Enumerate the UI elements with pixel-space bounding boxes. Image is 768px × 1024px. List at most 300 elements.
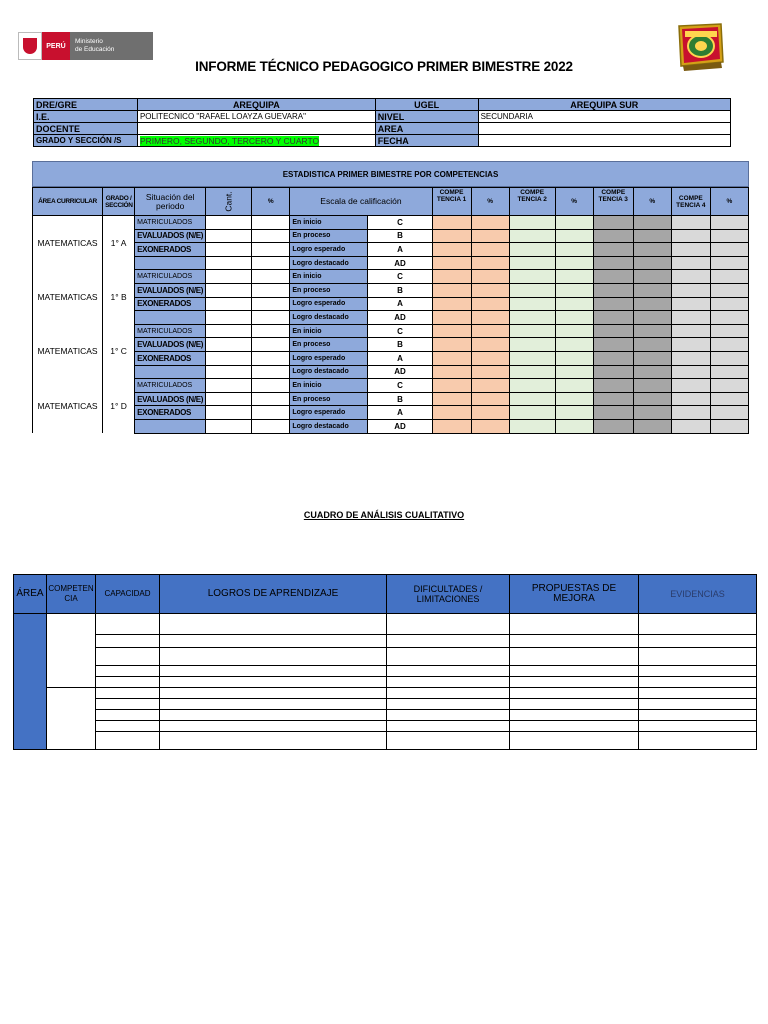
qual-logros-cell[interactable]	[160, 666, 387, 677]
qual-dificultades-cell[interactable]	[387, 732, 510, 750]
competencia-1-value-cell[interactable]	[432, 243, 471, 257]
competencia-4-value-cell[interactable]	[671, 379, 710, 393]
header-comp2: COMPE TENCIA 2	[509, 188, 555, 216]
competencia-3-pct-cell[interactable]	[633, 270, 671, 284]
situacion-cell	[135, 256, 206, 270]
competencia-3-value-cell[interactable]	[593, 270, 633, 284]
competencia-4-pct-cell[interactable]	[710, 365, 748, 379]
qual-capacidad-cell[interactable]	[96, 635, 160, 648]
stats-row	[33, 297, 749, 311]
competencia-2-value-cell[interactable]	[509, 311, 555, 325]
qual-evidencias-cell[interactable]	[639, 710, 757, 721]
cant-cell[interactable]	[206, 419, 252, 433]
competencia-2-value-cell[interactable]	[509, 392, 555, 406]
competencia-1-pct-cell[interactable]	[471, 256, 509, 270]
qual-capacidad-cell[interactable]	[96, 614, 160, 635]
competencia-2-pct-cell[interactable]	[555, 324, 593, 338]
competencia-2-pct-cell[interactable]	[555, 311, 593, 325]
competencia-3-value-cell[interactable]	[593, 406, 633, 420]
competencia-3-pct-cell[interactable]	[633, 351, 671, 365]
cant-cell[interactable]	[206, 270, 252, 284]
qual-evidencias-cell[interactable]	[639, 677, 757, 688]
competencia-4-value-cell[interactable]	[671, 283, 710, 297]
competencia-4-pct-cell[interactable]	[710, 324, 748, 338]
stats-row	[33, 392, 749, 406]
pct-cell[interactable]	[252, 338, 290, 352]
competencia-2-value-cell[interactable]	[509, 324, 555, 338]
competencia-4-value-cell[interactable]	[671, 311, 710, 325]
competencia-1-pct-cell[interactable]	[471, 365, 509, 379]
pct-cell[interactable]	[252, 365, 290, 379]
stats-row	[33, 216, 749, 230]
competencia-2-pct-cell[interactable]	[555, 216, 593, 230]
competencia-2-value-cell[interactable]	[509, 297, 555, 311]
competencia-2-pct-cell[interactable]	[555, 365, 593, 379]
competencia-3-value-cell[interactable]	[593, 419, 633, 433]
escala-grade: C	[368, 324, 432, 338]
qual-competencia-cell[interactable]	[47, 614, 96, 688]
qual-capacidad-cell[interactable]	[96, 666, 160, 677]
competencia-3-value-cell[interactable]	[593, 243, 633, 257]
qual-logros-cell[interactable]	[160, 677, 387, 688]
competencia-4-value-cell[interactable]	[671, 297, 710, 311]
escala-label: En proceso	[290, 229, 368, 243]
competencia-2-pct-cell[interactable]	[555, 270, 593, 284]
header-comp4: COMPE TENCIA 4	[671, 188, 710, 216]
competencia-1-pct-cell[interactable]	[471, 270, 509, 284]
situacion-cell: EXONERADOS	[135, 406, 206, 420]
qual-dificultades-cell[interactable]	[387, 721, 510, 732]
competencia-1-value-cell[interactable]	[432, 351, 471, 365]
docente-value[interactable]	[137, 123, 375, 135]
escala-grade: AD	[368, 256, 432, 270]
competencia-2-pct-cell[interactable]	[555, 392, 593, 406]
competencia-4-value-cell[interactable]	[671, 256, 710, 270]
escala-label: Logro destacado	[290, 365, 368, 379]
competencia-3-pct-cell[interactable]	[633, 338, 671, 352]
escala-label: En proceso	[290, 392, 368, 406]
competencia-2-pct-cell[interactable]	[555, 297, 593, 311]
competencia-1-pct-cell[interactable]	[471, 392, 509, 406]
competencia-4-pct-cell[interactable]	[710, 392, 748, 406]
competencia-2-pct-cell[interactable]	[555, 351, 593, 365]
document-title: INFORME TÉCNICO PEDAGOGICO PRIMER BIMESTRE 2022	[195, 59, 573, 74]
competencia-4-pct-cell[interactable]	[710, 297, 748, 311]
qualitative-row	[14, 710, 757, 721]
header-comp2-pct: %	[555, 188, 593, 216]
competencia-2-pct-cell[interactable]	[555, 283, 593, 297]
qual-evidencias-cell[interactable]	[639, 614, 757, 635]
competencia-1-pct-cell[interactable]	[471, 379, 509, 393]
competencia-2-pct-cell[interactable]	[555, 229, 593, 243]
ugel-value: AREQUIPA SUR	[478, 99, 730, 111]
cant-cell[interactable]	[206, 229, 252, 243]
cant-cell[interactable]	[206, 338, 252, 352]
cant-cell[interactable]	[206, 351, 252, 365]
competencia-1-value-cell[interactable]	[432, 229, 471, 243]
stats-row	[33, 229, 749, 243]
escala-grade: AD	[368, 311, 432, 325]
stats-row	[33, 256, 749, 270]
qual-evidencias-cell[interactable]	[639, 721, 757, 732]
competencia-4-pct-cell[interactable]	[710, 379, 748, 393]
qual-logros-cell[interactable]	[160, 688, 387, 699]
competencia-1-pct-cell[interactable]	[471, 297, 509, 311]
qual-propuestas-cell[interactable]	[510, 677, 639, 688]
qual-propuestas-cell[interactable]	[510, 710, 639, 721]
escala-grade: B	[368, 229, 432, 243]
competencia-1-pct-cell[interactable]	[471, 229, 509, 243]
competencia-1-value-cell[interactable]	[432, 392, 471, 406]
competencia-4-value-cell[interactable]	[671, 406, 710, 420]
qual-logros-cell[interactable]	[160, 614, 387, 635]
competencia-4-pct-cell[interactable]	[710, 351, 748, 365]
qual-dificultades-cell[interactable]	[387, 677, 510, 688]
stats-row	[33, 324, 749, 338]
escala-label: Logro destacado	[290, 256, 368, 270]
coat-of-arms-icon	[18, 32, 42, 60]
competencia-1-value-cell[interactable]	[432, 311, 471, 325]
competencia-2-value-cell[interactable]	[509, 379, 555, 393]
qual-evidencias-cell[interactable]	[639, 732, 757, 750]
competencia-2-pct-cell[interactable]	[555, 406, 593, 420]
competencia-3-pct-cell[interactable]	[633, 243, 671, 257]
situacion-cell: MATRICULADOS	[135, 324, 206, 338]
header-comp4-pct: %	[710, 188, 748, 216]
competencia-3-value-cell[interactable]	[593, 311, 633, 325]
competencia-4-value-cell[interactable]	[671, 419, 710, 433]
cant-cell[interactable]	[206, 365, 252, 379]
competencia-3-pct-cell[interactable]	[633, 365, 671, 379]
docente-label: DOCENTE	[34, 123, 138, 135]
qual-dificultades-cell[interactable]	[387, 688, 510, 699]
competencia-4-pct-cell[interactable]	[710, 406, 748, 420]
competencia-2-value-cell[interactable]	[509, 365, 555, 379]
fecha-label: FECHA	[375, 135, 478, 147]
qual-evidencias-cell[interactable]	[639, 648, 757, 666]
competencia-1-value-cell[interactable]	[432, 379, 471, 393]
pct-cell[interactable]	[252, 351, 290, 365]
competencia-4-pct-cell[interactable]	[710, 216, 748, 230]
competencia-4-value-cell[interactable]	[671, 216, 710, 230]
cant-cell[interactable]	[206, 297, 252, 311]
competencia-3-value-cell[interactable]	[593, 256, 633, 270]
competencia-3-pct-cell[interactable]	[633, 256, 671, 270]
competencia-1-value-cell[interactable]	[432, 270, 471, 284]
qual-capacidad-cell[interactable]	[96, 677, 160, 688]
ministry-logo-country: PERÚ	[42, 32, 70, 60]
ie-value[interactable]: POLITECNICO "RAFAEL LOAYZA GUEVARA"	[137, 111, 375, 123]
competencia-3-value-cell[interactable]	[593, 216, 633, 230]
qual-logros-cell[interactable]	[160, 635, 387, 648]
situacion-cell: MATRICULADOS	[135, 270, 206, 284]
competencia-2-value-cell[interactable]	[509, 216, 555, 230]
escala-grade: AD	[368, 419, 432, 433]
qual-capacidad-cell[interactable]	[96, 721, 160, 732]
qualitative-row	[14, 699, 757, 710]
competencia-1-value-cell[interactable]	[432, 365, 471, 379]
competencia-4-value-cell[interactable]	[671, 351, 710, 365]
area-cell: MATEMATICAS	[33, 270, 103, 324]
qual-evidencias-cell[interactable]	[639, 688, 757, 699]
competencia-3-pct-cell[interactable]	[633, 229, 671, 243]
escala-grade: C	[368, 216, 432, 230]
competencia-2-value-cell[interactable]	[509, 256, 555, 270]
competencia-3-value-cell[interactable]	[593, 338, 633, 352]
competencia-4-pct-cell[interactable]	[710, 311, 748, 325]
qual-propuestas-cell[interactable]	[510, 614, 639, 635]
competencia-2-value-cell[interactable]	[509, 419, 555, 433]
grado-cell: 1° C	[103, 324, 135, 378]
header-comp3-pct: %	[633, 188, 671, 216]
pct-cell[interactable]	[252, 379, 290, 393]
competencia-3-pct-cell[interactable]	[633, 297, 671, 311]
qualitative-analysis-table	[13, 574, 757, 750]
stats-row	[33, 419, 749, 433]
header-comp3: COMPE TENCIA 3	[593, 188, 633, 216]
competencia-3-value-cell[interactable]	[593, 297, 633, 311]
competencia-2-pct-cell[interactable]	[555, 419, 593, 433]
pct-cell[interactable]	[252, 256, 290, 270]
competencia-4-value-cell[interactable]	[671, 392, 710, 406]
situacion-cell	[135, 311, 206, 325]
pct-cell[interactable]	[252, 270, 290, 284]
area-value[interactable]	[478, 123, 730, 135]
competencia-1-pct-cell[interactable]	[471, 419, 509, 433]
competencia-3-pct-cell[interactable]	[633, 216, 671, 230]
stats-row	[33, 379, 749, 393]
pct-cell[interactable]	[252, 243, 290, 257]
competencia-1-pct-cell[interactable]	[471, 243, 509, 257]
competencia-3-pct-cell[interactable]	[633, 311, 671, 325]
competencia-2-value-cell[interactable]	[509, 283, 555, 297]
qual-dificultades-cell[interactable]	[387, 710, 510, 721]
fecha-value[interactable]	[478, 135, 730, 147]
competencia-3-pct-cell[interactable]	[633, 379, 671, 393]
nivel-label: NIVEL	[375, 111, 478, 123]
competencia-2-value-cell[interactable]	[509, 243, 555, 257]
qual-capacidad-cell[interactable]	[96, 648, 160, 666]
situacion-cell: MATRICULADOS	[135, 216, 206, 230]
qual-header-area: ÁREA	[14, 575, 47, 614]
escala-label: En inicio	[290, 324, 368, 338]
cant-cell[interactable]	[206, 283, 252, 297]
ugel-label: UGEL	[375, 99, 478, 111]
competencia-1-pct-cell[interactable]	[471, 216, 509, 230]
situacion-cell	[135, 365, 206, 379]
competencia-2-pct-cell[interactable]	[555, 379, 593, 393]
qual-header-propuestas: PROPUESTAS DE MEJORA	[510, 575, 639, 614]
grado-cell: 1° D	[103, 379, 135, 433]
pct-cell[interactable]	[252, 406, 290, 420]
competencia-3-pct-cell[interactable]	[633, 392, 671, 406]
qual-evidencias-cell[interactable]	[639, 699, 757, 710]
competencia-3-value-cell[interactable]	[593, 365, 633, 379]
competencia-1-value-cell[interactable]	[432, 256, 471, 270]
competencia-3-pct-cell[interactable]	[633, 283, 671, 297]
competencia-2-value-cell[interactable]	[509, 406, 555, 420]
area-cell: MATEMATICAS	[33, 216, 103, 270]
qual-capacidad-cell[interactable]	[96, 688, 160, 699]
competencia-1-pct-cell[interactable]	[471, 406, 509, 420]
escala-grade: C	[368, 379, 432, 393]
competencia-4-pct-cell[interactable]	[710, 419, 748, 433]
stats-row	[33, 283, 749, 297]
escala-grade: A	[368, 243, 432, 257]
qual-evidencias-cell[interactable]	[639, 666, 757, 677]
competencia-1-value-cell[interactable]	[432, 338, 471, 352]
qual-propuestas-cell[interactable]	[510, 635, 639, 648]
dre-value: AREQUIPA	[137, 99, 375, 111]
competencia-1-value-cell[interactable]	[432, 283, 471, 297]
competencia-2-value-cell[interactable]	[509, 270, 555, 284]
cant-cell[interactable]	[206, 256, 252, 270]
competencia-4-value-cell[interactable]	[671, 243, 710, 257]
qual-propuestas-cell[interactable]	[510, 688, 639, 699]
competencia-4-value-cell[interactable]	[671, 229, 710, 243]
qualitative-row	[14, 614, 757, 635]
qual-competencia-cell[interactable]	[47, 688, 96, 750]
competencia-1-pct-cell[interactable]	[471, 311, 509, 325]
competencia-1-value-cell[interactable]	[432, 324, 471, 338]
qual-dificultades-cell[interactable]	[387, 648, 510, 666]
qual-propuestas-cell[interactable]	[510, 648, 639, 666]
competencia-3-value-cell[interactable]	[593, 283, 633, 297]
stats-row	[33, 311, 749, 325]
competencia-2-value-cell[interactable]	[509, 338, 555, 352]
escala-label: En proceso	[290, 338, 368, 352]
pct-cell[interactable]	[252, 297, 290, 311]
qual-dificultades-cell[interactable]	[387, 699, 510, 710]
qual-evidencias-cell[interactable]	[639, 635, 757, 648]
competencia-4-pct-cell[interactable]	[710, 283, 748, 297]
pct-cell[interactable]	[252, 324, 290, 338]
competencia-1-value-cell[interactable]	[432, 216, 471, 230]
qual-dificultades-cell[interactable]	[387, 666, 510, 677]
stats-row	[33, 406, 749, 420]
competencia-1-value-cell[interactable]	[432, 406, 471, 420]
qual-logros-cell[interactable]	[160, 732, 387, 750]
competencia-1-pct-cell[interactable]	[471, 338, 509, 352]
competencia-1-pct-cell[interactable]	[471, 324, 509, 338]
header-comp1-pct: %	[471, 188, 509, 216]
competencia-4-value-cell[interactable]	[671, 338, 710, 352]
qual-propuestas-cell[interactable]	[510, 721, 639, 732]
pct-cell[interactable]	[252, 392, 290, 406]
area-label: AREA	[375, 123, 478, 135]
pct-cell[interactable]	[252, 311, 290, 325]
competencia-4-pct-cell[interactable]	[710, 256, 748, 270]
qual-logros-cell[interactable]	[160, 648, 387, 666]
competencia-3-pct-cell[interactable]	[633, 324, 671, 338]
escala-grade: AD	[368, 365, 432, 379]
grado-value-cell[interactable]	[137, 135, 375, 147]
qual-logros-cell[interactable]	[160, 721, 387, 732]
header-situacion: Situación del periodo	[135, 188, 206, 216]
competency-stats-table	[32, 187, 749, 434]
competencia-2-pct-cell[interactable]	[555, 256, 593, 270]
dre-label: DRE/GRE	[34, 99, 138, 111]
pct-cell[interactable]	[252, 216, 290, 230]
situacion-cell: EVALUADOS (N/E)	[135, 392, 206, 406]
competencia-1-value-cell[interactable]	[432, 419, 471, 433]
competencia-2-pct-cell[interactable]	[555, 338, 593, 352]
qualitative-header-row	[14, 575, 757, 614]
stats-header-row	[33, 188, 749, 216]
competencia-2-value-cell[interactable]	[509, 229, 555, 243]
competencia-4-pct-cell[interactable]	[710, 229, 748, 243]
competencia-4-value-cell[interactable]	[671, 270, 710, 284]
escala-label: Logro esperado	[290, 297, 368, 311]
competencia-1-value-cell[interactable]	[432, 297, 471, 311]
competencia-2-value-cell[interactable]	[509, 351, 555, 365]
competencia-1-pct-cell[interactable]	[471, 351, 509, 365]
cant-cell[interactable]	[206, 216, 252, 230]
cant-cell[interactable]	[206, 324, 252, 338]
qual-logros-cell[interactable]	[160, 710, 387, 721]
competencia-3-value-cell[interactable]	[593, 392, 633, 406]
nivel-value[interactable]: SECUNDARIA	[478, 111, 730, 123]
stats-banner: ESTADISTICA PRIMER BIMESTRE POR COMPETENCIAS	[32, 161, 749, 187]
competencia-1-pct-cell[interactable]	[471, 283, 509, 297]
ministry-logo-line2: de Educación	[75, 46, 115, 53]
escala-grade: A	[368, 297, 432, 311]
escala-label: Logro esperado	[290, 406, 368, 420]
header-comp1: COMPE TENCIA 1	[432, 188, 471, 216]
competencia-3-value-cell[interactable]	[593, 379, 633, 393]
pct-cell[interactable]	[252, 229, 290, 243]
competencia-4-pct-cell[interactable]	[710, 270, 748, 284]
qual-capacidad-cell[interactable]	[96, 699, 160, 710]
qual-header-evidencias: EVIDENCIAS	[639, 575, 757, 614]
competencia-2-pct-cell[interactable]	[555, 243, 593, 257]
cant-cell[interactable]	[206, 311, 252, 325]
competencia-3-pct-cell[interactable]	[633, 406, 671, 420]
competencia-4-pct-cell[interactable]	[710, 243, 748, 257]
qual-header-logros: LOGROS DE APRENDIZAJE	[160, 575, 387, 614]
header-escala: Escala de calificación	[290, 188, 432, 216]
qual-capacidad-cell[interactable]	[96, 732, 160, 750]
competencia-4-value-cell[interactable]	[671, 324, 710, 338]
competencia-3-pct-cell[interactable]	[633, 419, 671, 433]
qual-area-cell[interactable]	[14, 614, 47, 750]
qual-propuestas-cell[interactable]	[510, 699, 639, 710]
qual-propuestas-cell[interactable]	[510, 732, 639, 750]
competencia-3-value-cell[interactable]	[593, 324, 633, 338]
situacion-cell	[135, 419, 206, 433]
qualitative-body	[14, 614, 757, 750]
qual-dificultades-cell[interactable]	[387, 635, 510, 648]
competencia-3-value-cell[interactable]	[593, 351, 633, 365]
cant-cell[interactable]	[206, 379, 252, 393]
competencia-4-pct-cell[interactable]	[710, 338, 748, 352]
cant-cell[interactable]	[206, 406, 252, 420]
qual-dificultades-cell[interactable]	[387, 614, 510, 635]
qual-logros-cell[interactable]	[160, 699, 387, 710]
grado-cell: 1° A	[103, 216, 135, 270]
cant-cell[interactable]	[206, 243, 252, 257]
competencia-3-value-cell[interactable]	[593, 229, 633, 243]
qual-capacidad-cell[interactable]	[96, 710, 160, 721]
pct-cell[interactable]	[252, 283, 290, 297]
cant-cell[interactable]	[206, 392, 252, 406]
qualitative-title: CUADRO DE ANÁLISIS CUALITATIVO	[303, 510, 465, 520]
escala-label: En inicio	[290, 379, 368, 393]
pct-cell[interactable]	[252, 419, 290, 433]
escala-label: En inicio	[290, 270, 368, 284]
qual-propuestas-cell[interactable]	[510, 666, 639, 677]
competencia-4-value-cell[interactable]	[671, 365, 710, 379]
